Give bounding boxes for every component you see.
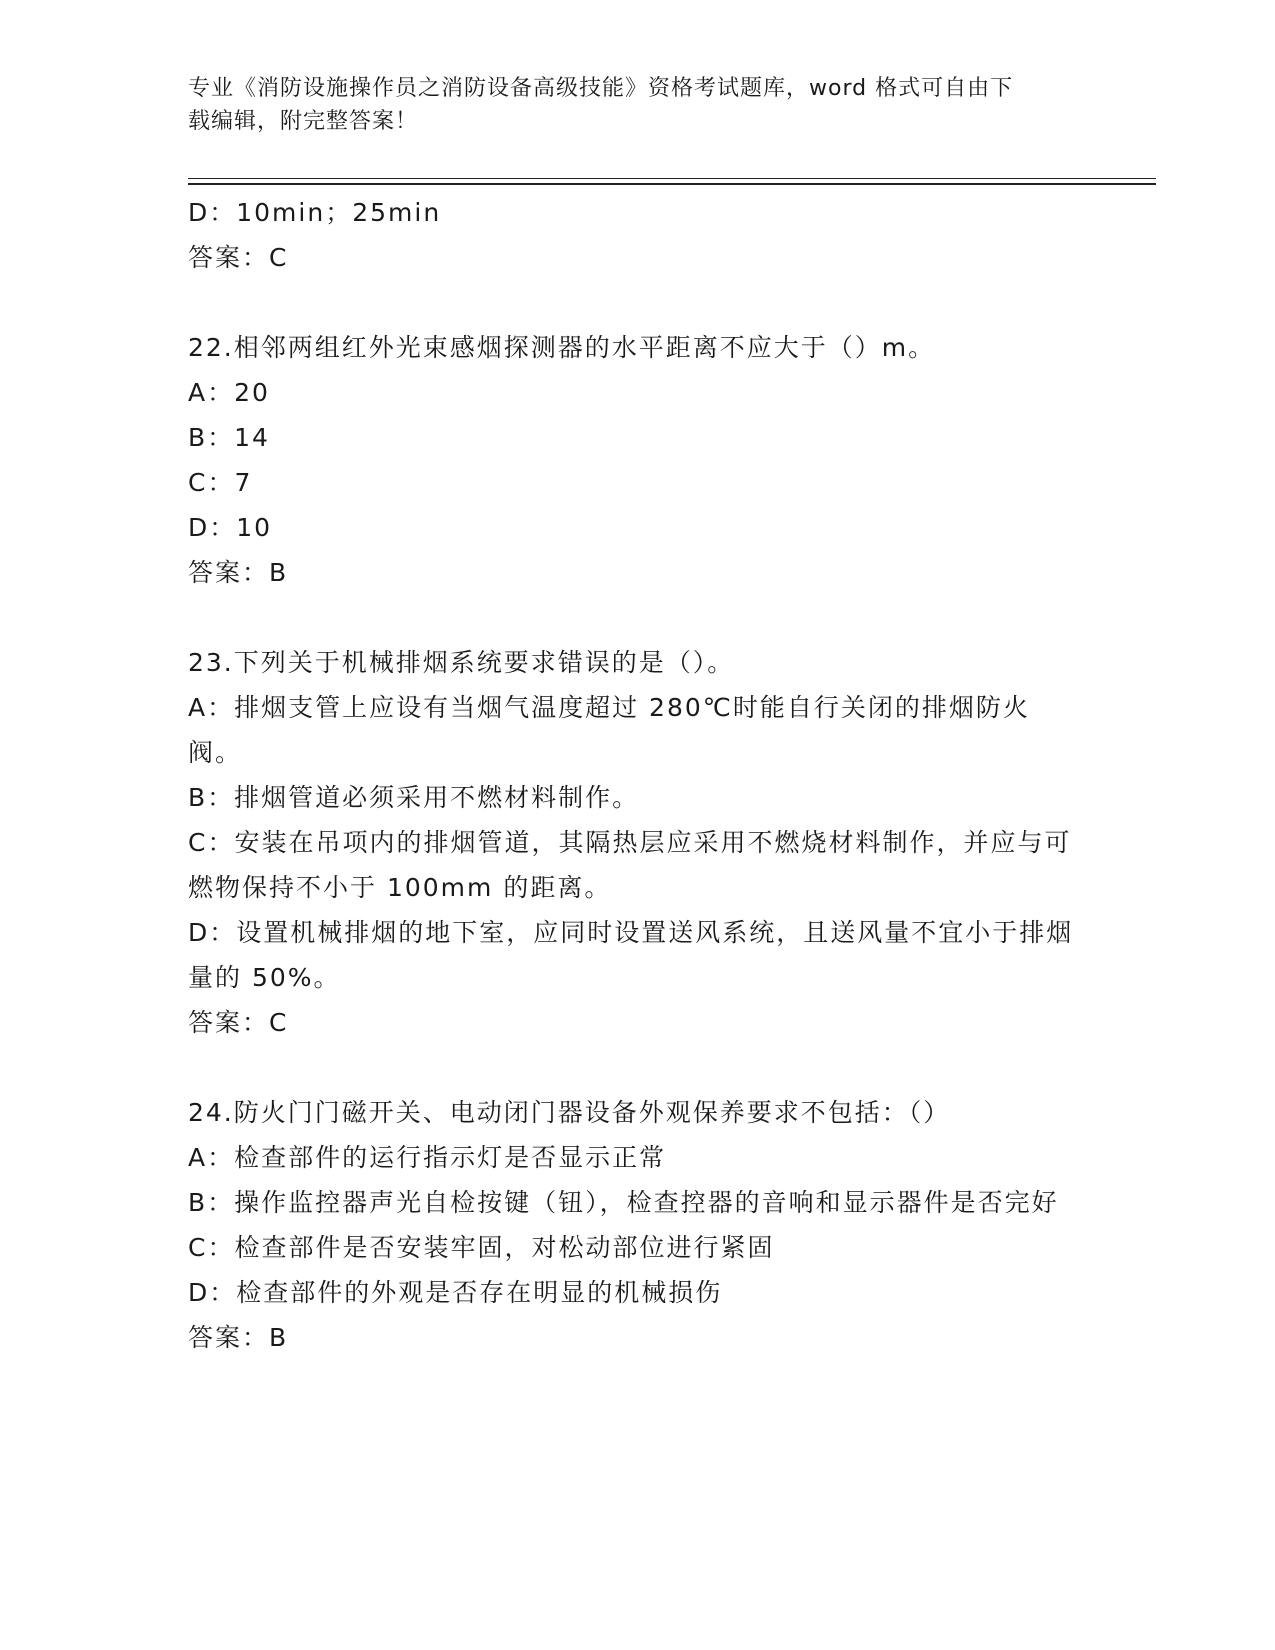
header-divider-top (188, 178, 1156, 179)
option-d: D：检查部件的外观是否存在明显的机械损伤 (188, 1278, 723, 1307)
option-a: A：排烟支管上应设有当烟气温度超过 280℃时能自行关闭的排烟防火阀。 (188, 693, 1030, 767)
option-a: A：检查部件的运行指示灯是否显示正常 (188, 1143, 667, 1172)
question-list (188, 190, 1078, 1360)
answer-line: 答案：C (188, 1008, 289, 1037)
header-divider-bottom (188, 183, 1156, 185)
question-24 (188, 1090, 1078, 1360)
option-c: C：检查部件是否安装牢固，对松动部位进行紧固 (188, 1233, 775, 1262)
option-c: C：7 (188, 468, 253, 497)
option-d: D：设置机械排烟的地下室，应同时设置送风系统，且送风量不宜小于排烟量的 50%。 (188, 918, 1074, 992)
spacer (188, 1045, 1078, 1090)
header-line-2: 载编辑，附完整答案！ (188, 109, 419, 134)
question-stem: 23.下列关于机械排烟系统要求错误的是（）。 (188, 648, 735, 677)
header-line-1: 专业《消防设施操作员之消防设备高级技能》资格考试题库，word 格式可自由下 (188, 76, 1014, 101)
question-stem: 24.防火门门磁开关、电动闭门器设备外观保养要求不包括：（） (188, 1098, 951, 1127)
answer-line: 答案：C (188, 243, 289, 272)
option-b: B：排烟管道必须采用不燃材料制作。 (188, 783, 640, 812)
previous-question-tail (188, 190, 1078, 280)
spacer (188, 280, 1078, 325)
option-c: C：安装在吊项内的排烟管道，其隔热层应采用不燃烧材料制作，并应与可燃物保持不小于 100mm 的距离。 (188, 828, 1072, 902)
question-stem: 22.相邻两组红外光束感烟探测器的水平距离不应大于（）m。 (188, 333, 936, 362)
option-b: B：操作监控器声光自检按键（钮），检查控器的音响和显示器件是否完好 (188, 1188, 1059, 1217)
option-d: D：10min；25min (188, 198, 442, 227)
question-23 (188, 640, 1078, 1045)
answer-line: 答案：B (188, 558, 289, 587)
option-b: B：14 (188, 423, 270, 452)
question-22 (188, 325, 1078, 595)
spacer (188, 595, 1078, 640)
option-a: A：20 (188, 378, 270, 407)
answer-line: 答案：B (188, 1323, 289, 1352)
document-header (188, 72, 1088, 138)
option-d: D：10 (188, 513, 273, 542)
